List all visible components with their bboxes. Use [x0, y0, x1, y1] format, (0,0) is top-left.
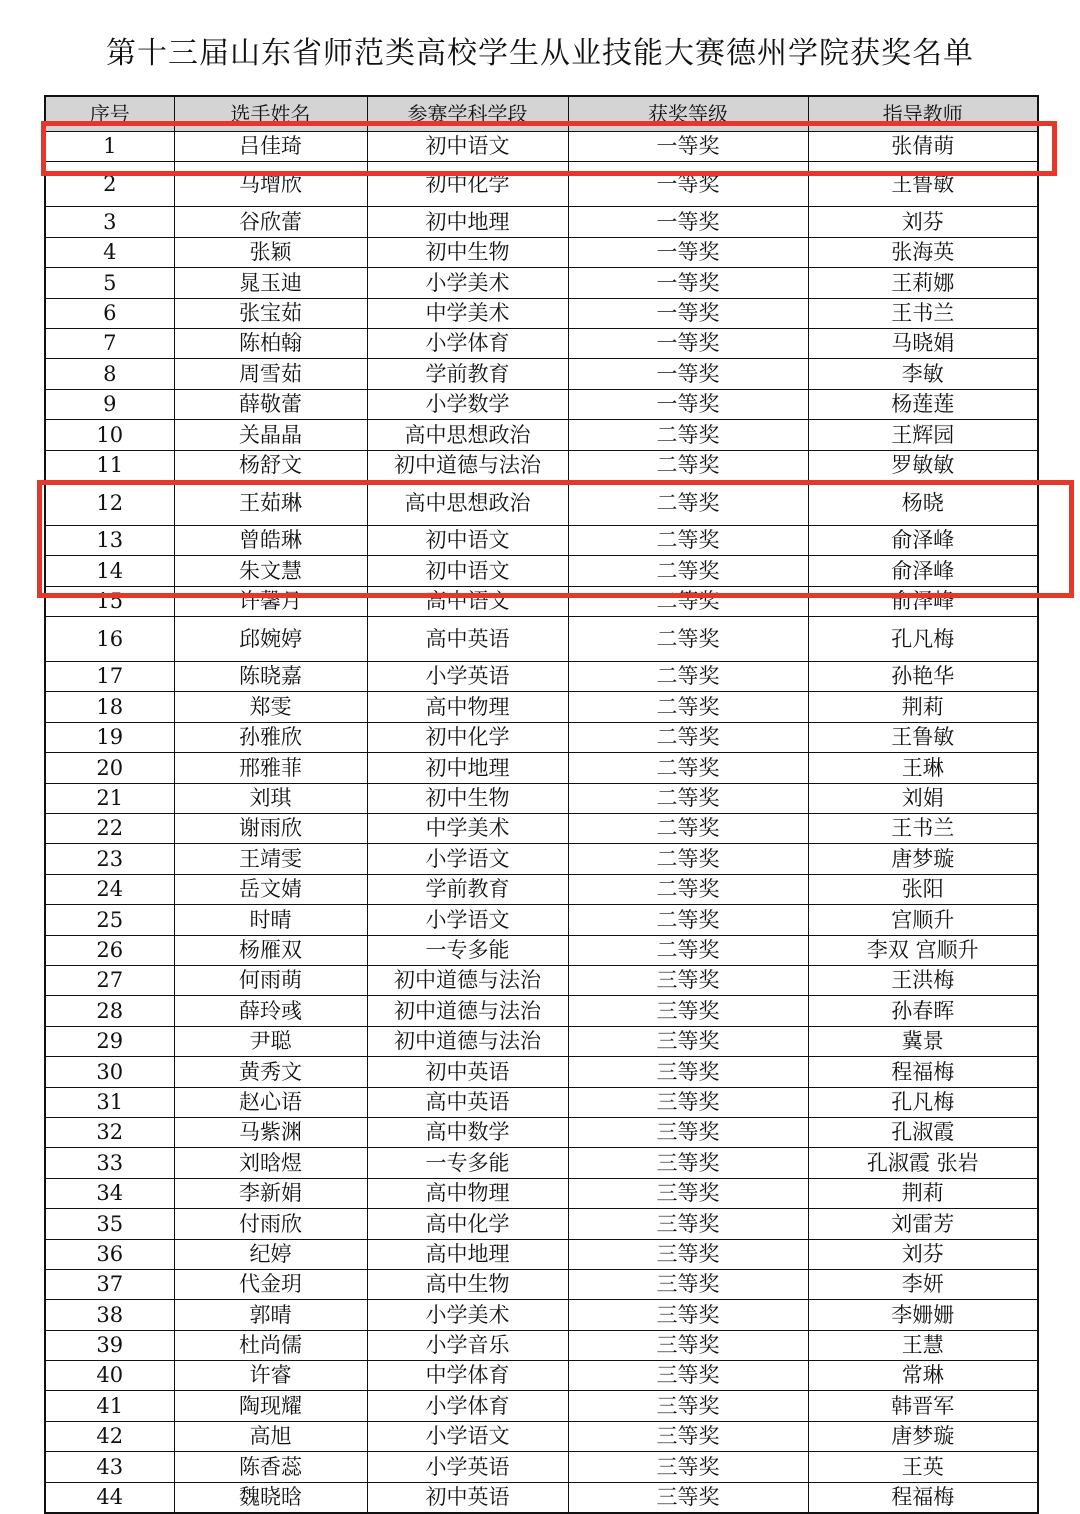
cell-name: 王靖雯	[174, 844, 367, 874]
cell-index: 18	[45, 692, 174, 722]
cell-award: 二等奖	[568, 814, 808, 844]
table-row	[45, 586, 1038, 616]
cell-subject: 小学语文	[367, 1421, 568, 1451]
cell-teacher: 宫顺升	[808, 905, 1038, 935]
cell-subject: 学前教育	[367, 359, 568, 389]
cell-award: 二等奖	[568, 662, 808, 692]
cell-award: 二等奖	[568, 480, 808, 525]
cell-subject: 高中思想政治	[367, 480, 568, 525]
cell-award: 一等奖	[568, 162, 808, 207]
cell-subject: 初中英语	[367, 1057, 568, 1087]
cell-subject: 初中化学	[367, 162, 568, 207]
table-row	[45, 1452, 1038, 1482]
cell-name: 郭晴	[174, 1300, 367, 1330]
document-title: 第十三届山东省师范类高校学生从业技能大赛德州学院获奖名单	[106, 36, 974, 71]
cell-award: 一等奖	[568, 237, 808, 267]
cell-award: 三等奖	[568, 965, 808, 995]
cell-teacher: 俞泽峰	[808, 525, 1038, 555]
cell-teacher: 唐梦璇	[808, 844, 1038, 874]
cell-teacher: 程福梅	[808, 1482, 1038, 1513]
table-row	[45, 965, 1038, 995]
cell-teacher: 荆莉	[808, 1178, 1038, 1208]
cell-name: 薛玲彧	[174, 996, 367, 1026]
cell-teacher: 刘芬	[808, 1239, 1038, 1269]
cell-subject: 初中化学	[367, 722, 568, 752]
cell-subject: 高中物理	[367, 1178, 568, 1208]
cell-award: 一等奖	[568, 298, 808, 328]
table-row	[45, 753, 1038, 783]
cell-subject: 小学美术	[367, 268, 568, 298]
cell-name: 许馨月	[174, 586, 367, 616]
header-award: 获奖等级	[568, 96, 808, 132]
table-row	[45, 1148, 1038, 1178]
cell-award: 三等奖	[568, 1178, 808, 1208]
cell-name: 邢雅菲	[174, 753, 367, 783]
cell-teacher: 王鲁敏	[808, 162, 1038, 207]
cell-teacher: 刘芬	[808, 207, 1038, 237]
table-row	[45, 1269, 1038, 1299]
table-row	[45, 207, 1038, 237]
cell-name: 杜尚儒	[174, 1330, 367, 1360]
cell-name: 李新娟	[174, 1178, 367, 1208]
table-row	[45, 237, 1038, 267]
cell-award: 二等奖	[568, 692, 808, 722]
cell-index: 8	[45, 359, 174, 389]
cell-teacher: 王莉娜	[808, 268, 1038, 298]
cell-teacher: 张阳	[808, 874, 1038, 904]
cell-award: 三等奖	[568, 1452, 808, 1482]
cell-index: 10	[45, 420, 174, 450]
cell-index: 19	[45, 722, 174, 752]
cell-name: 曾皓琳	[174, 525, 367, 555]
cell-subject: 初中语文	[367, 132, 568, 162]
cell-teacher: 俞泽峰	[808, 556, 1038, 586]
cell-award: 一等奖	[568, 132, 808, 162]
award-table	[44, 95, 1039, 1514]
cell-name: 薛敬蕾	[174, 389, 367, 419]
table-row	[45, 1239, 1038, 1269]
cell-subject: 中学美术	[367, 298, 568, 328]
cell-teacher: 韩晋军	[808, 1391, 1038, 1421]
table-body	[45, 132, 1038, 1514]
cell-award: 三等奖	[568, 1330, 808, 1360]
cell-award: 一等奖	[568, 359, 808, 389]
cell-teacher: 李敏	[808, 359, 1038, 389]
cell-teacher: 王英	[808, 1452, 1038, 1482]
cell-award: 二等奖	[568, 905, 808, 935]
table-row	[45, 935, 1038, 965]
cell-index: 38	[45, 1300, 174, 1330]
table-row	[45, 525, 1038, 555]
cell-index: 26	[45, 935, 174, 965]
cell-index: 37	[45, 1269, 174, 1299]
cell-name: 赵心语	[174, 1087, 367, 1117]
cell-teacher: 罗敏敏	[808, 450, 1038, 480]
cell-subject: 高中数学	[367, 1117, 568, 1147]
cell-award: 二等奖	[568, 753, 808, 783]
cell-teacher: 刘雷芳	[808, 1209, 1038, 1239]
cell-name: 纪婷	[174, 1239, 367, 1269]
cell-subject: 初中英语	[367, 1482, 568, 1513]
cell-index: 14	[45, 556, 174, 586]
cell-name: 岳文婧	[174, 874, 367, 904]
cell-subject: 高中生物	[367, 1269, 568, 1299]
table-row	[45, 1057, 1038, 1087]
cell-index: 11	[45, 450, 174, 480]
cell-award: 三等奖	[568, 1148, 808, 1178]
cell-index: 25	[45, 905, 174, 935]
cell-index: 23	[45, 844, 174, 874]
cell-name: 吕佳琦	[174, 132, 367, 162]
table-row	[45, 389, 1038, 419]
cell-award: 三等奖	[568, 996, 808, 1026]
table-row	[45, 480, 1038, 525]
cell-award: 三等奖	[568, 1482, 808, 1513]
header-index: 序号	[45, 96, 174, 132]
cell-subject: 初中地理	[367, 207, 568, 237]
cell-name: 陈晓嘉	[174, 662, 367, 692]
cell-name: 晁玉迪	[174, 268, 367, 298]
table-row	[45, 1087, 1038, 1117]
cell-index: 13	[45, 525, 174, 555]
table-row	[45, 905, 1038, 935]
cell-subject: 高中物理	[367, 692, 568, 722]
cell-award: 二等奖	[568, 874, 808, 904]
cell-name: 付雨欣	[174, 1209, 367, 1239]
table-row	[45, 420, 1038, 450]
header-subject: 参赛学科学段	[367, 96, 568, 132]
cell-teacher: 王慧	[808, 1330, 1038, 1360]
cell-subject: 小学语文	[367, 844, 568, 874]
cell-teacher: 李双 宫顺升	[808, 935, 1038, 965]
cell-award: 一等奖	[568, 389, 808, 419]
cell-subject: 小学美术	[367, 1300, 568, 1330]
cell-index: 6	[45, 298, 174, 328]
cell-teacher: 王书兰	[808, 814, 1038, 844]
cell-teacher: 荆莉	[808, 692, 1038, 722]
table-row	[45, 1209, 1038, 1239]
table-row	[45, 556, 1038, 586]
cell-subject: 中学美术	[367, 814, 568, 844]
cell-subject: 高中英语	[367, 1087, 568, 1117]
cell-index: 1	[45, 132, 174, 162]
cell-award: 三等奖	[568, 1087, 808, 1117]
header-name: 选手姓名	[174, 96, 367, 132]
cell-award: 三等奖	[568, 1117, 808, 1147]
cell-index: 32	[45, 1117, 174, 1147]
table-row	[45, 1117, 1038, 1147]
cell-index: 9	[45, 389, 174, 419]
cell-name: 杨雁双	[174, 935, 367, 965]
cell-name: 陈香蕊	[174, 1452, 367, 1482]
cell-teacher: 马晓娟	[808, 328, 1038, 358]
table-row	[45, 692, 1038, 722]
cell-teacher: 孔凡梅	[808, 617, 1038, 662]
cell-award: 三等奖	[568, 1026, 808, 1056]
cell-subject: 初中语文	[367, 525, 568, 555]
cell-name: 郑雯	[174, 692, 367, 722]
cell-name: 高旭	[174, 1421, 367, 1451]
cell-award: 三等奖	[568, 1421, 808, 1451]
cell-teacher: 王辉园	[808, 420, 1038, 450]
table-row	[45, 1026, 1038, 1056]
cell-award: 二等奖	[568, 844, 808, 874]
table-row	[45, 162, 1038, 207]
cell-teacher: 孙春晖	[808, 996, 1038, 1026]
cell-subject: 初中地理	[367, 753, 568, 783]
cell-subject: 初中道德与法治	[367, 1026, 568, 1056]
cell-name: 张宝茹	[174, 298, 367, 328]
cell-name: 尹聪	[174, 1026, 367, 1056]
cell-award: 一等奖	[568, 268, 808, 298]
cell-index: 28	[45, 996, 174, 1026]
cell-index: 12	[45, 480, 174, 525]
cell-index: 27	[45, 965, 174, 995]
cell-award: 三等奖	[568, 1057, 808, 1087]
cell-teacher: 王洪梅	[808, 965, 1038, 995]
cell-award: 三等奖	[568, 1361, 808, 1391]
cell-name: 刘琪	[174, 783, 367, 813]
cell-subject: 一专多能	[367, 1148, 568, 1178]
cell-index: 41	[45, 1391, 174, 1421]
cell-index: 20	[45, 753, 174, 783]
table-row	[45, 783, 1038, 813]
cell-teacher: 张倩萌	[808, 132, 1038, 162]
cell-award: 二等奖	[568, 617, 808, 662]
cell-index: 30	[45, 1057, 174, 1087]
cell-index: 4	[45, 237, 174, 267]
cell-subject: 小学数学	[367, 389, 568, 419]
cell-name: 刘晗煜	[174, 1148, 367, 1178]
cell-index: 5	[45, 268, 174, 298]
cell-award: 二等奖	[568, 722, 808, 752]
cell-subject: 中学体育	[367, 1361, 568, 1391]
cell-index: 29	[45, 1026, 174, 1056]
cell-index: 33	[45, 1148, 174, 1178]
table-row	[45, 298, 1038, 328]
table-row	[45, 874, 1038, 904]
cell-award: 一等奖	[568, 207, 808, 237]
cell-name: 陈柏翰	[174, 328, 367, 358]
cell-teacher: 王琳	[808, 753, 1038, 783]
table-row	[45, 814, 1038, 844]
cell-name: 陶现耀	[174, 1391, 367, 1421]
cell-name: 谷欣蕾	[174, 207, 367, 237]
cell-teacher: 刘娟	[808, 783, 1038, 813]
cell-name: 代金玥	[174, 1269, 367, 1299]
table-row	[45, 1300, 1038, 1330]
cell-index: 16	[45, 617, 174, 662]
cell-index: 24	[45, 874, 174, 904]
cell-award: 二等奖	[568, 586, 808, 616]
cell-name: 朱文慧	[174, 556, 367, 586]
cell-name: 魏晓晗	[174, 1482, 367, 1513]
cell-subject: 小学音乐	[367, 1330, 568, 1360]
cell-name: 许睿	[174, 1361, 367, 1391]
table-row	[45, 722, 1038, 752]
cell-award: 二等奖	[568, 525, 808, 555]
cell-teacher: 李妍	[808, 1269, 1038, 1299]
cell-name: 关晶晶	[174, 420, 367, 450]
table-row	[45, 450, 1038, 480]
cell-name: 马增欣	[174, 162, 367, 207]
cell-award: 二等奖	[568, 420, 808, 450]
cell-subject: 小学体育	[367, 328, 568, 358]
cell-subject: 小学语文	[367, 905, 568, 935]
cell-subject: 初中生物	[367, 237, 568, 267]
cell-name: 马紫渊	[174, 1117, 367, 1147]
cell-teacher: 冀景	[808, 1026, 1038, 1056]
cell-name: 时晴	[174, 905, 367, 935]
cell-index: 42	[45, 1421, 174, 1451]
table-row	[45, 996, 1038, 1026]
cell-index: 43	[45, 1452, 174, 1482]
table-row	[45, 1421, 1038, 1451]
cell-award: 三等奖	[568, 1239, 808, 1269]
cell-subject: 一专多能	[367, 935, 568, 965]
table-row	[45, 268, 1038, 298]
table-row	[45, 359, 1038, 389]
cell-award: 二等奖	[568, 935, 808, 965]
table-row	[45, 328, 1038, 358]
cell-teacher: 杨莲莲	[808, 389, 1038, 419]
cell-index: 21	[45, 783, 174, 813]
cell-index: 15	[45, 586, 174, 616]
cell-subject: 初中道德与法治	[367, 965, 568, 995]
cell-subject: 初中道德与法治	[367, 996, 568, 1026]
cell-subject: 学前教育	[367, 874, 568, 904]
cell-teacher: 俞泽峰	[808, 586, 1038, 616]
cell-name: 杨舒文	[174, 450, 367, 480]
cell-award: 二等奖	[568, 783, 808, 813]
cell-name: 邱婉婷	[174, 617, 367, 662]
cell-index: 2	[45, 162, 174, 207]
cell-subject: 高中思想政治	[367, 420, 568, 450]
table-row	[45, 1361, 1038, 1391]
cell-name: 谢雨欣	[174, 814, 367, 844]
table-row	[45, 844, 1038, 874]
cell-teacher: 孙艳华	[808, 662, 1038, 692]
cell-index: 39	[45, 1330, 174, 1360]
table-row	[45, 1330, 1038, 1360]
cell-award: 二等奖	[568, 450, 808, 480]
cell-index: 34	[45, 1178, 174, 1208]
cell-award: 三等奖	[568, 1300, 808, 1330]
cell-subject: 小学英语	[367, 1452, 568, 1482]
cell-teacher: 李姗姗	[808, 1300, 1038, 1330]
cell-index: 31	[45, 1087, 174, 1117]
cell-award: 三等奖	[568, 1209, 808, 1239]
cell-teacher: 孔淑霞	[808, 1117, 1038, 1147]
cell-subject: 高中地理	[367, 1239, 568, 1269]
cell-name: 周雪茹	[174, 359, 367, 389]
cell-index: 44	[45, 1482, 174, 1513]
cell-award: 三等奖	[568, 1269, 808, 1299]
table-row	[45, 1178, 1038, 1208]
cell-teacher: 杨晓	[808, 480, 1038, 525]
header-teacher: 指导教师	[808, 96, 1038, 132]
table-header-row	[45, 96, 1038, 132]
cell-name: 何雨萌	[174, 965, 367, 995]
cell-name: 张颖	[174, 237, 367, 267]
cell-subject: 小学体育	[367, 1391, 568, 1421]
cell-teacher: 孔淑霞 张岩	[808, 1148, 1038, 1178]
cell-teacher: 张海英	[808, 237, 1038, 267]
cell-subject: 初中语文	[367, 556, 568, 586]
table-row	[45, 662, 1038, 692]
cell-teacher: 程福梅	[808, 1057, 1038, 1087]
cell-subject: 小学英语	[367, 662, 568, 692]
cell-subject: 高中英语	[367, 617, 568, 662]
table-row	[45, 1391, 1038, 1421]
table-row	[45, 617, 1038, 662]
cell-subject: 高中语文	[367, 586, 568, 616]
cell-index: 7	[45, 328, 174, 358]
cell-teacher: 常琳	[808, 1361, 1038, 1391]
cell-teacher: 王书兰	[808, 298, 1038, 328]
cell-subject: 初中道德与法治	[367, 450, 568, 480]
cell-index: 36	[45, 1239, 174, 1269]
cell-index: 35	[45, 1209, 174, 1239]
cell-index: 3	[45, 207, 174, 237]
cell-award: 三等奖	[568, 1391, 808, 1421]
cell-name: 孙雅欣	[174, 722, 367, 752]
cell-index: 17	[45, 662, 174, 692]
cell-index: 22	[45, 814, 174, 844]
cell-subject: 高中化学	[367, 1209, 568, 1239]
cell-index: 40	[45, 1361, 174, 1391]
cell-award: 一等奖	[568, 328, 808, 358]
cell-teacher: 孔凡梅	[808, 1087, 1038, 1117]
cell-subject: 初中生物	[367, 783, 568, 813]
cell-name: 王茹琳	[174, 480, 367, 525]
cell-name: 黄秀文	[174, 1057, 367, 1087]
cell-teacher: 王鲁敏	[808, 722, 1038, 752]
table-row	[45, 132, 1038, 162]
cell-award: 二等奖	[568, 556, 808, 586]
cell-teacher: 唐梦璇	[808, 1421, 1038, 1451]
